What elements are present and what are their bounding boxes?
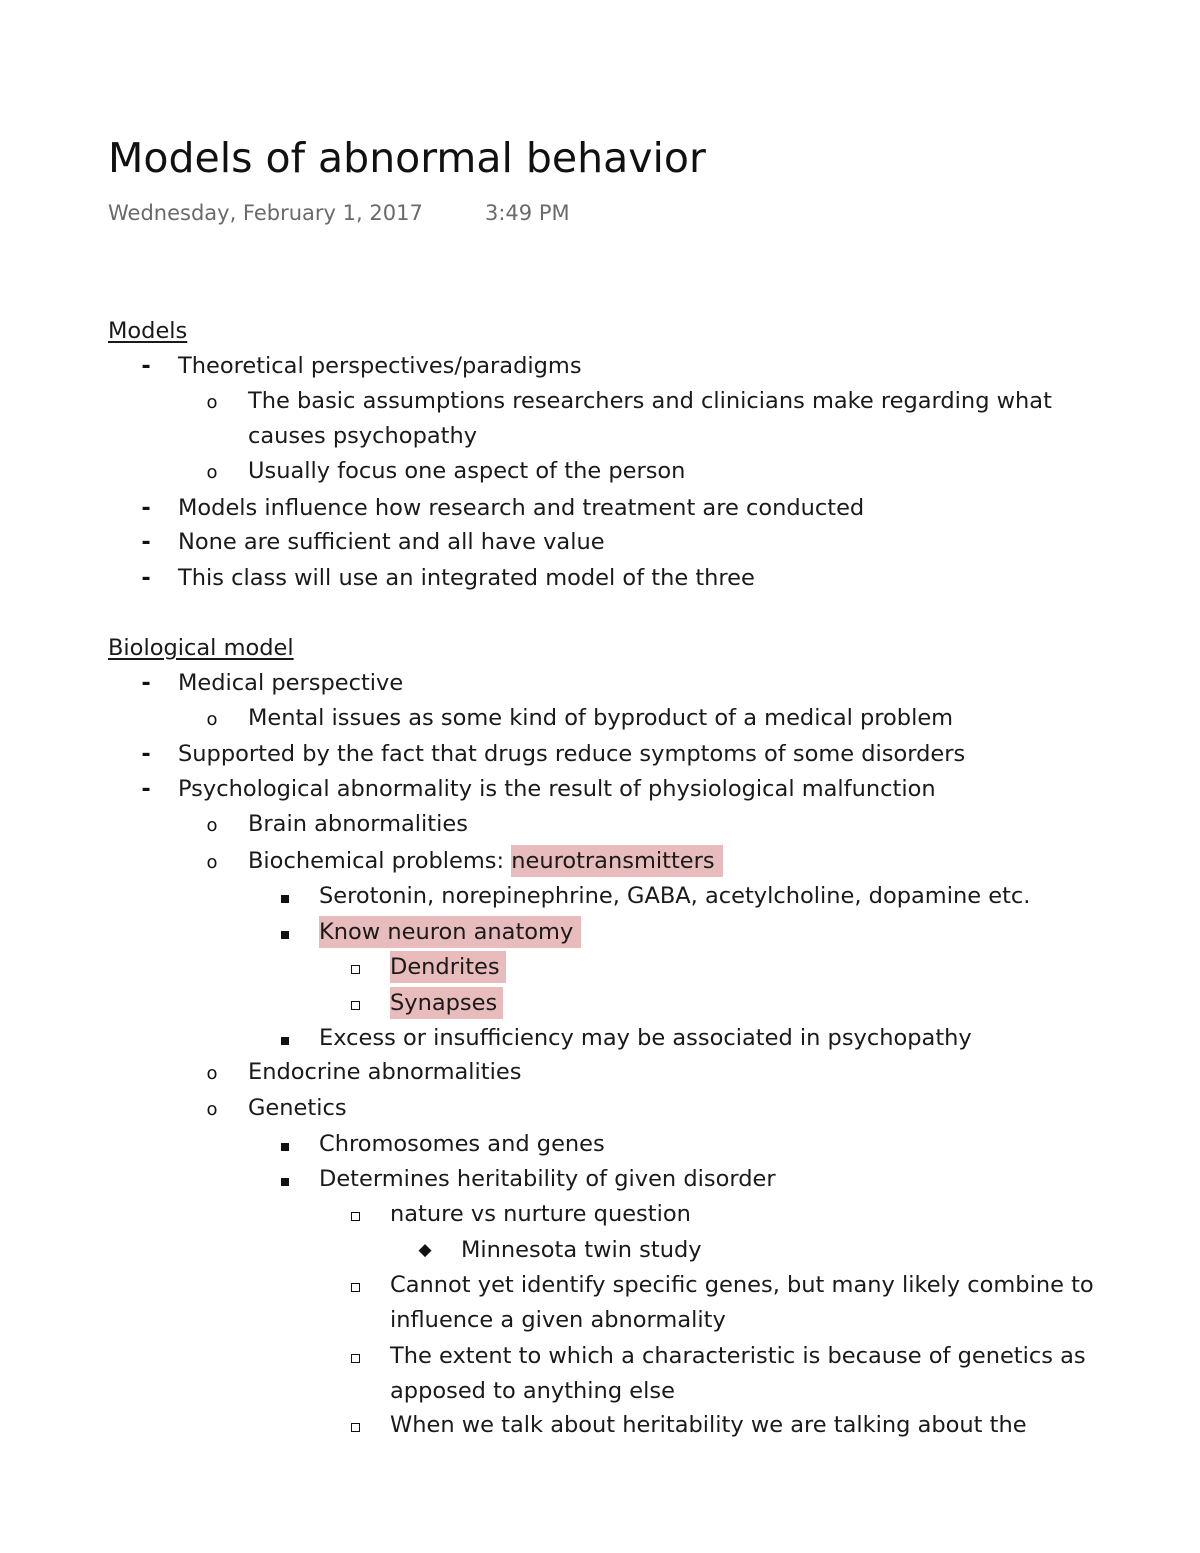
bullet-dash: - — [141, 565, 151, 591]
list-item: Usually focus one aspect of the person — [248, 458, 686, 484]
list-item: Cannot yet identify specific genes, but many likely combine to — [390, 1272, 1094, 1298]
note-meta — [108, 198, 570, 228]
square-filled-icon — [281, 1037, 289, 1045]
note-date: Wednesday, February 1, 2017 — [108, 201, 423, 225]
highlighted-text: Dendrites — [390, 951, 506, 983]
square-filled-icon — [281, 931, 289, 939]
list-item-continuation: influence a given abnormality — [390, 1307, 726, 1333]
list-item: Medical perspective — [178, 670, 404, 696]
bullet-dash: - — [141, 495, 151, 521]
square-empty-icon — [351, 1354, 360, 1363]
list-item: Chromosomes and genes — [319, 1131, 605, 1157]
list-item: Endocrine abnormalities — [248, 1059, 522, 1085]
highlighted-text: Know neuron anatomy — [319, 916, 581, 948]
page-title: Models of abnormal behavior — [108, 134, 706, 182]
list-item — [319, 915, 581, 950]
list-item: This class will use an integrated model of the three — [178, 565, 755, 591]
list-item: The extent to which a characteristic is because of genetics as — [390, 1343, 1086, 1369]
bullet-circle: o — [206, 392, 218, 413]
square-empty-icon — [351, 1283, 360, 1292]
list-item-continuation: apposed to anything else — [390, 1378, 675, 1404]
bullet-circle: o — [206, 709, 218, 730]
list-item — [390, 986, 503, 1021]
bullet-square-empty — [340, 986, 370, 1021]
section-heading-models: Models — [108, 318, 188, 344]
list-item-continuation: causes psychopathy — [248, 423, 478, 449]
bullet-square-filled — [270, 1021, 300, 1056]
list-item: Serotonin, norepinephrine, GABA, acetylcholine, dopamine etc. — [319, 883, 1031, 909]
note-time: 3:49 PM — [485, 201, 570, 225]
highlighted-text: neurotransmitters — [511, 845, 722, 877]
bullet-circle: o — [206, 462, 218, 483]
list-item: Psychological abnormality is the result of physiological malfunction — [178, 776, 936, 802]
list-item: Supported by the fact that drugs reduce symptoms of some disorders — [178, 741, 966, 767]
list-item: Mental issues as some kind of byproduct of a medical problem — [248, 705, 954, 731]
bullet-dash: - — [141, 776, 151, 802]
bullet-square-filled — [270, 1127, 300, 1162]
square-filled-icon — [281, 1178, 289, 1186]
bullet-circle: o — [206, 852, 218, 873]
square-filled-icon — [281, 1143, 289, 1151]
section-heading-biological-model: Biological model — [108, 635, 294, 661]
list-item: Excess or insufficiency may be associated in psychopathy — [319, 1025, 972, 1051]
bullet-dash: - — [141, 670, 151, 696]
bullet-square-empty — [340, 1339, 370, 1374]
list-item: Genetics — [248, 1095, 347, 1121]
list-item-text: Biochemical problems: — [248, 848, 512, 874]
highlighted-text: Synapses — [390, 987, 503, 1019]
bullet-square-filled — [270, 1162, 300, 1197]
bullet-square-empty — [340, 1268, 370, 1303]
list-item: nature vs nurture question — [390, 1201, 691, 1227]
square-empty-icon — [351, 1423, 360, 1432]
list-item: Minnesota twin study — [461, 1237, 702, 1263]
bullet-diamond: ◆ — [418, 1240, 432, 1260]
list-item: Theoretical perspectives/paradigms — [178, 353, 582, 379]
bullet-square-empty — [340, 1408, 370, 1443]
square-empty-icon — [351, 1212, 360, 1221]
list-item: When we talk about heritability we are talking about the — [390, 1412, 1027, 1438]
list-item: Brain abnormalities — [248, 811, 468, 837]
bullet-square-filled — [270, 915, 300, 950]
list-item — [248, 844, 723, 879]
bullet-square-filled — [270, 879, 300, 914]
list-item: The basic assumptions researchers and clinicians make regarding what — [248, 388, 1052, 414]
square-filled-icon — [281, 895, 289, 903]
bullet-circle: o — [206, 815, 218, 836]
bullet-square-empty — [340, 950, 370, 985]
bullet-dash: - — [141, 741, 151, 767]
bullet-circle: o — [206, 1063, 218, 1084]
list-item: Models influence how research and treatment are conducted — [178, 495, 865, 521]
list-item — [390, 950, 506, 985]
bullet-circle: o — [206, 1099, 218, 1120]
square-empty-icon — [351, 965, 360, 974]
bullet-dash: - — [141, 529, 151, 555]
bullet-square-empty — [340, 1197, 370, 1232]
list-item: Determines heritability of given disorder — [319, 1166, 776, 1192]
list-item: None are sufficient and all have value — [178, 529, 605, 555]
square-empty-icon — [351, 1001, 360, 1010]
bullet-dash: - — [141, 353, 151, 379]
